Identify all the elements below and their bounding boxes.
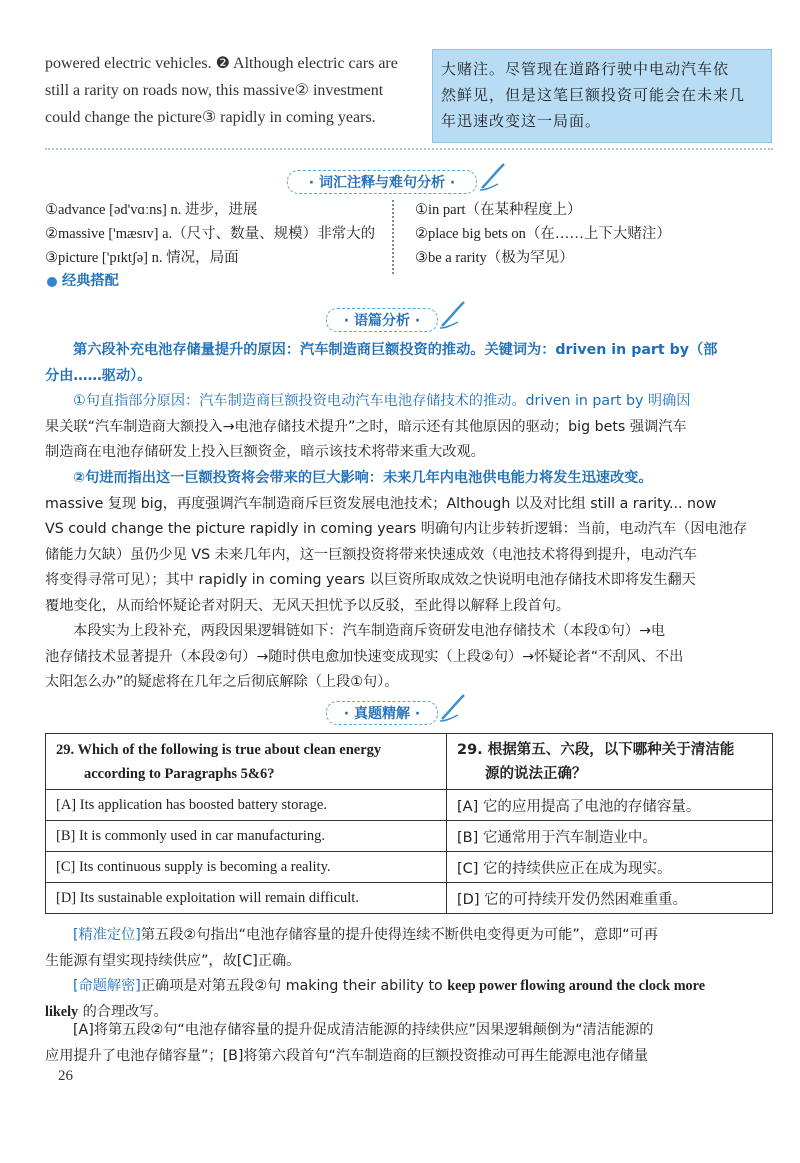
precise-location-label: [精准定位] (73, 927, 141, 943)
text-line: [命题解密]正确项是对第五段②句 making their ability to keep power flowing around the clock more (73, 978, 705, 994)
option-c-en: [C] Its continuous supply is becoming a reality. (46, 852, 447, 883)
discourse-paragraph-1 (45, 338, 775, 389)
pen-icon (438, 691, 468, 723)
text-line: 本段实为上段补充，两段因果逻辑链如下：汽车制造商斥资研发电池存储技术（本段①句）→电 (73, 623, 666, 639)
text-line: VS could change the picture rapidly in coming years 明确句内让步转折逻辑：当前，电动汽车（因电池存 (45, 521, 748, 537)
collocation-item: ③be a rarity（极为罕见） (415, 250, 574, 266)
translation-line: 大赌注。尽管现在道路行驶中电动汽车依 (441, 60, 730, 78)
english-line: could change the picture③ rapidly in coming years. (45, 109, 376, 126)
table-row (46, 852, 773, 883)
table-row (46, 734, 773, 790)
text-line: 第六段补充电池存储量提升的原因：汽车制造商巨额投资的推动。关键词为：driven in part by（部 (73, 342, 718, 358)
vocab-item: ③picture ['pɪktʃə] n. 情况，局面 (45, 250, 239, 266)
text-line: ②句进而指出这一巨额投资将会带来的巨大影响：未来几年内电池供电能力将发生迅速改变。 (73, 470, 653, 486)
text-line: 太阳怎么办”的疑虑将在几年之后彻底解除（上段①句）。 (45, 674, 399, 690)
collocation-item: ②place big bets on（在……上下大赌注） (415, 226, 671, 242)
dotted-divider (45, 148, 773, 150)
text-line: 应用提升了电池存储容量”；[B]将第六段首句“汽车制造商的巨额投资推动可再生能源电池存储量 (45, 1047, 649, 1064)
option-a-cn: [A] 它的应用提高了电池的存储容量。 (447, 790, 773, 821)
vocab-list (45, 198, 395, 270)
text-line: 分由……驱动）。 (45, 367, 152, 384)
collocation-item: ①in part（在某种程度上） (415, 202, 582, 218)
option-d-cn: [D] 它的可持续开发仍然困难重重。 (447, 883, 773, 914)
table-row (46, 883, 773, 914)
text-line: likely 的合理改写。 (45, 1003, 168, 1020)
question-cn: 29. 根据第五、六段，以下哪种关于清洁能 源的说法正确？ (447, 734, 773, 790)
text-line: 池存储技术显著提升（本段②句）→随时供电愈加快速变成现实（上段②句）→怀疑论者“不刮风、不出 (45, 648, 684, 665)
text-line: [A]将第五段②句“电池存储容量的提升促成清洁能源的持续供应”因果逻辑颠倒为“清洁能源的 (73, 1022, 654, 1038)
bullet-icon (47, 277, 57, 287)
vocab-item: ①advance [əd'vɑːns] n. 进步，进展 (45, 202, 258, 218)
translation-line: 然鲜见，但是这笔巨额投资可能会在未来几 (441, 86, 746, 104)
collocation-list (415, 198, 765, 270)
text-line: [精准定位]第五段②句指出“电池存储容量的提升使得连续不断供电变得更为可能”，意即“可再 (73, 927, 658, 943)
option-d-en: [D] Its sustainable exploitation will remain difficult. (46, 883, 447, 914)
discourse-paragraph-2 (45, 389, 775, 466)
option-c-cn: [C] 它的持续供应正在成为现实。 (447, 852, 773, 883)
text-line: 果关联“汽车制造商大额投入→电池存储技术提升”之时，暗示还有其他原因的驱动；big bets 强调汽车 (45, 418, 687, 435)
english-line: still a rarity on roads now, this massive② investment (45, 82, 384, 99)
precise-location (45, 923, 775, 974)
vocab-section-title: · 词汇注释与难句分析 · (287, 170, 477, 194)
text-line: massive 复现 big，再度强调汽车制造商斥巨资发展电池技术；Although 以及对比组 still a rarity... now (45, 495, 717, 512)
text-line: ①句直指部分原因：汽车制造商巨额投资电动汽车电池存储技术的推动。driven in part by 明确因 (73, 393, 691, 409)
question-en: 29. Which of the following is true about clean energy according to Paragraphs 5&6? (46, 734, 447, 790)
english-line: powered electric vehicles. ❷ Although electric cars are (45, 55, 398, 72)
page-number: 26 (58, 1068, 73, 1084)
table-row (46, 790, 773, 821)
translation-line: 年迅速改变这一局面。 (441, 112, 602, 130)
translation-box (432, 49, 772, 143)
table-row (46, 821, 773, 852)
discourse-paragraph-3 (45, 466, 775, 619)
text-line: 将变得寻常可见）；其中 rapidly in coming years 以巨资所取成效之快说明电池存储技术即将发生翻天 (45, 572, 696, 588)
option-analysis (45, 1018, 775, 1069)
question-table (45, 733, 773, 914)
discourse-section-title: · 语篇分析 · (326, 308, 438, 332)
option-b-en: [B] It is commonly used in car manufacturing. (46, 821, 447, 852)
option-b-cn: [B] 它通常用于汽车制造业中。 (447, 821, 773, 852)
question-decode-label: [命题解密] (73, 978, 141, 994)
classic-collocation-label: 经典搭配 (62, 273, 119, 289)
text-line: 生能源有望实现持续供应”，故[C]正确。 (45, 952, 301, 969)
vocab-divider (392, 200, 406, 274)
vocab-item: ②massive ['mæsɪv] a.（尺寸、数量、规模）非常大的 (45, 226, 376, 242)
pen-icon (478, 160, 508, 192)
text-line: 储能力欠缺）虽仍少见 VS 未来几年内，这一巨额投资将带来快速成效（电池技术将得到提升，电动汽车 (45, 546, 697, 563)
exam-section-title: · 真题精解 · (326, 701, 438, 725)
text-line: 制造商在电池存储研发上投入巨额资金，暗示该技术将带来重大改观。 (45, 444, 485, 460)
discourse-paragraph-4 (45, 619, 775, 696)
pen-icon (438, 298, 468, 330)
english-passage (45, 52, 425, 133)
option-a-en: [A] Its application has boosted battery storage. (46, 790, 447, 821)
text-line: 覆地变化，从而给怀疑论者对阴天、无风天担忧予以反驳，至此得以解释上段首句。 (45, 597, 570, 614)
